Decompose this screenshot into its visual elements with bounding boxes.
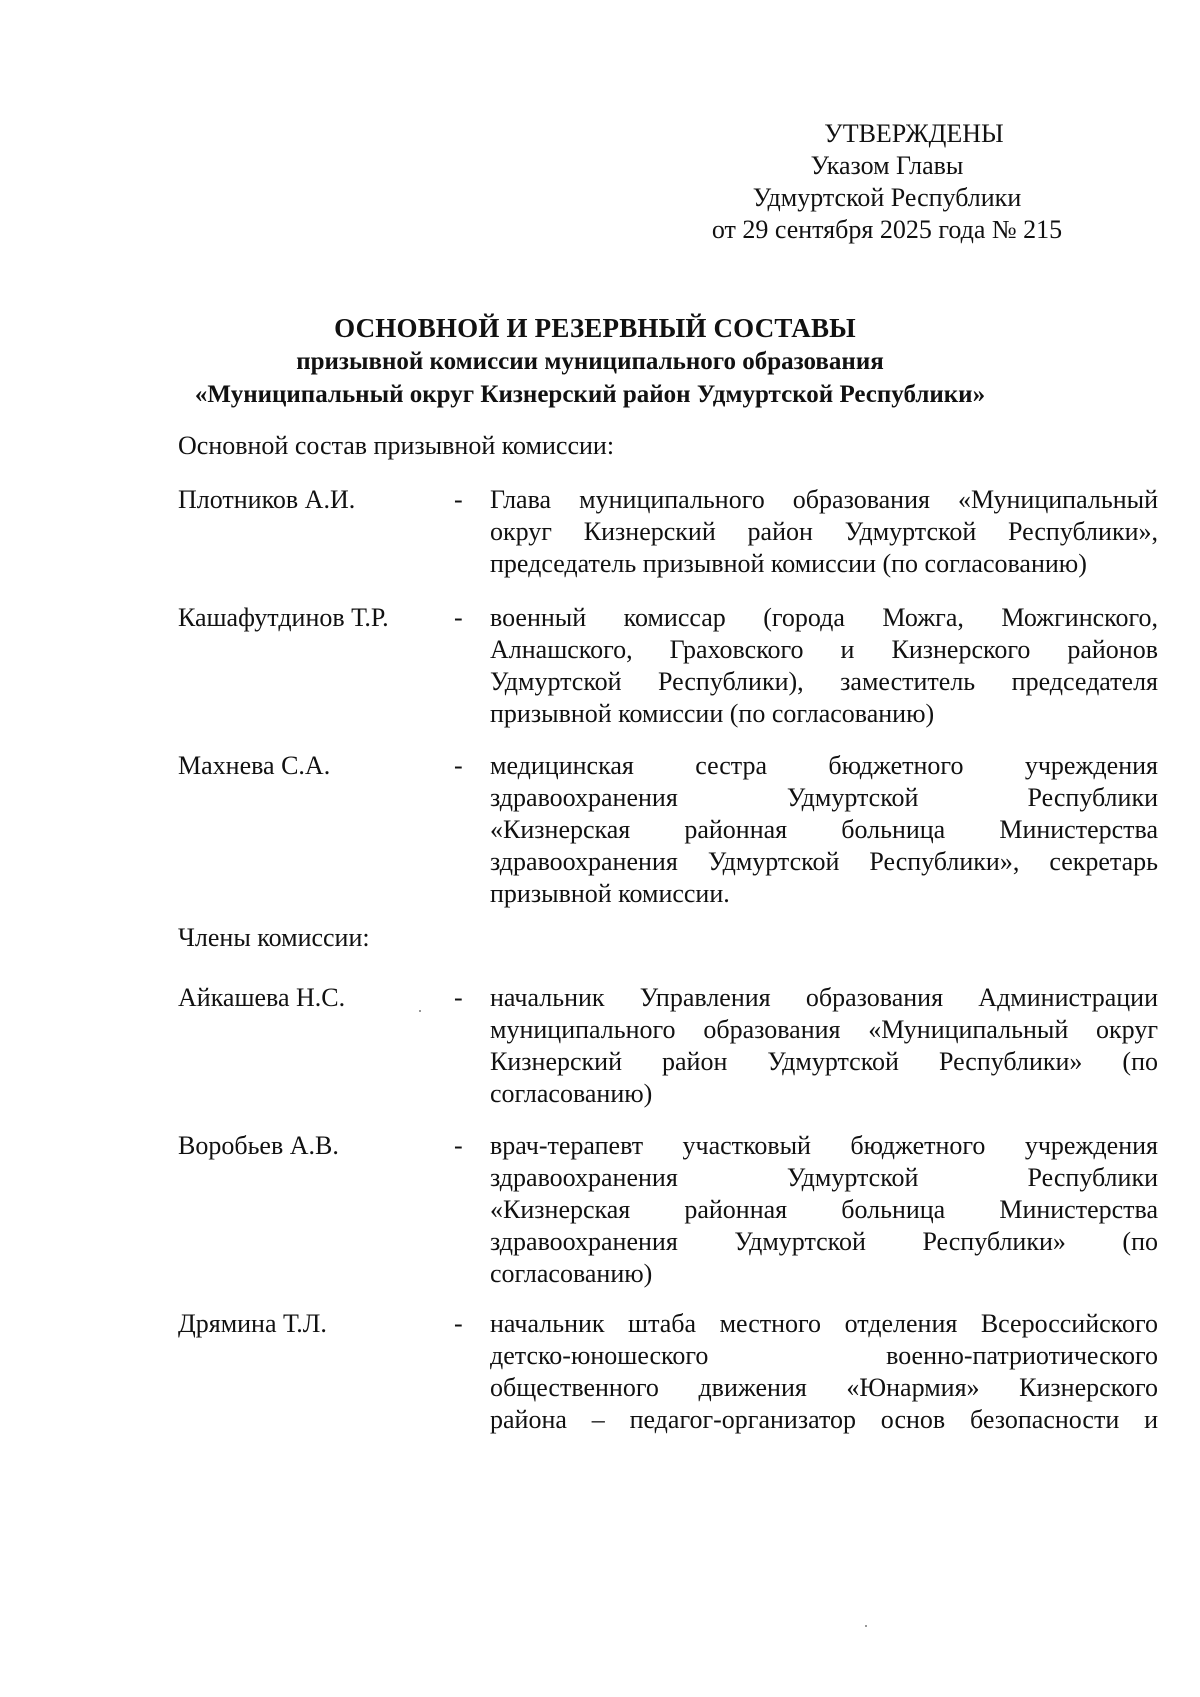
member-name: Айкашева Н.С. [178, 983, 346, 1012]
position-line: Алнашского, Граховского и Кизнерского районов [490, 635, 1158, 664]
approval-stamp [686, 118, 1088, 246]
position-line: детско-юношеского военно-патриотического [490, 1341, 1158, 1370]
position-line: района – педагог-организатор основ безопасности и [490, 1405, 1158, 1434]
position-line: председатель призывной комиссии (по согласованию) [490, 549, 1087, 578]
position-line: здравоохранения Удмуртской Республики», секретарь [490, 847, 1158, 876]
member-position [490, 1130, 1158, 1290]
approval-line: Удмуртской Республики [752, 183, 1022, 212]
approval-title: УТВЕРЖДЕНЫ [824, 119, 1004, 148]
main-composition-heading: Основной состав призывной комиссии: [178, 431, 615, 460]
position-line: медицинская сестра бюджетного учреждения [490, 751, 1158, 780]
member-name: Махнева С.А. [178, 751, 331, 780]
member-name: Кашафутдинов Т.Р. [178, 603, 389, 632]
member-position [490, 484, 1158, 580]
position-line: общественного движения «Юнармия» Кизнерского [490, 1373, 1158, 1402]
position-line: муниципального образования «Муниципальный округ [490, 1015, 1158, 1044]
scan-speck [419, 1010, 421, 1012]
position-line: округ Кизнерский район Удмуртской Республики», [490, 517, 1158, 546]
member-name: Дрямина Т.Л. [178, 1309, 327, 1338]
position-line: здравоохранения Удмуртской Республики» (по [490, 1227, 1158, 1256]
members-heading: Члены комиссии: [178, 923, 370, 952]
dash-separator: - [454, 751, 463, 780]
position-line: военный комиссар (города Можга, Можгинского, [490, 603, 1158, 632]
position-line: Удмуртской Республики), заместитель председателя [490, 667, 1158, 696]
position-line: «Кизнерская районная больница Министерства [490, 815, 1158, 844]
position-line: призывной комиссии. [490, 879, 730, 908]
document-title-block [150, 312, 1030, 411]
approval-date-line: от 29 сентября 2025 года № 215 [711, 215, 1063, 244]
member-position [490, 750, 1158, 910]
dash-separator: - [454, 485, 463, 514]
position-line: врач-терапевт участковый бюджетного учреждения [490, 1131, 1158, 1160]
scan-speck [865, 1625, 867, 1627]
dash-separator: - [454, 1131, 463, 1160]
position-line: здравоохранения Удмуртской Республики [490, 1163, 1158, 1192]
position-line: начальник штаба местного отделения Всероссийского [490, 1309, 1158, 1338]
dash-separator: - [454, 983, 463, 1012]
member-position [490, 602, 1158, 730]
position-line: начальник Управления образования Администрации [490, 983, 1158, 1012]
position-line: призывной комиссии (по согласованию) [490, 699, 935, 728]
document-subtitle: «Муниципальный округ Кизнерский район Удмуртской Республики» [194, 381, 986, 408]
member-position [490, 982, 1158, 1110]
position-line: «Кизнерская районная больница Министерства [490, 1195, 1158, 1224]
position-line: Кизнерский район Удмуртской Республики» (по [490, 1047, 1158, 1076]
document-subtitle: призывной комиссии муниципального образования [296, 348, 884, 375]
member-name: Воробьев А.В. [178, 1131, 339, 1160]
position-line: Глава муниципального образования «Муниципальный [490, 485, 1158, 514]
position-line: здравоохранения Удмуртской Республики [490, 783, 1158, 812]
approval-line: Указом Главы [810, 151, 964, 180]
document-title: ОСНОВНОЙ И РЕЗЕРВНЫЙ СОСТАВЫ [334, 313, 856, 343]
dash-separator: - [454, 603, 463, 632]
position-line: согласованию) [490, 1259, 653, 1288]
member-name: Плотников А.И. [178, 485, 356, 514]
position-line: согласованию) [490, 1079, 653, 1108]
member-position [490, 1308, 1158, 1436]
dash-separator: - [454, 1309, 463, 1338]
